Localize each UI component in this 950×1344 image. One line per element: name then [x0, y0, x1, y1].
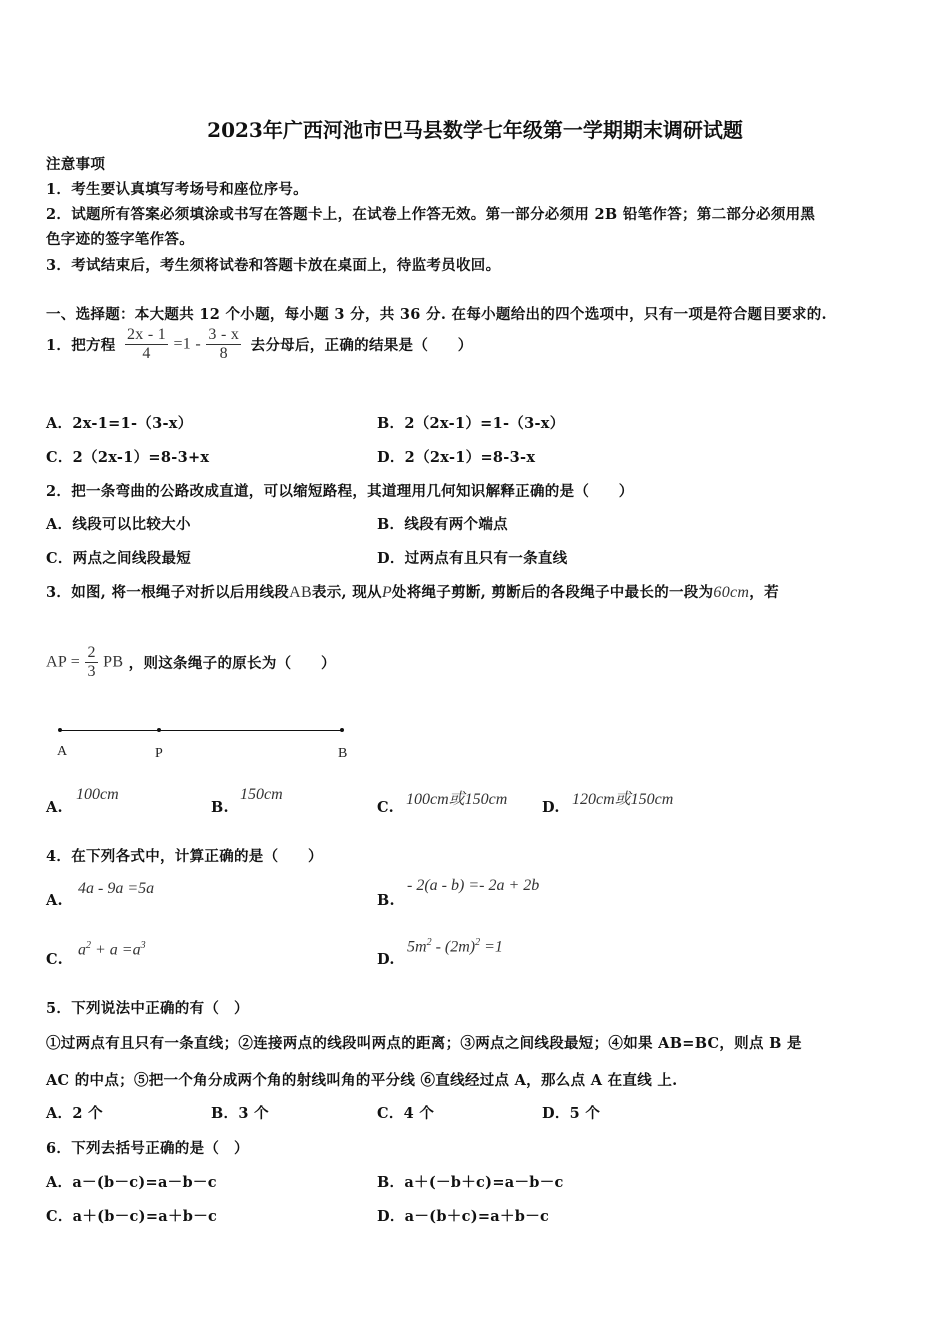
q4-d-exponent-1: 2 — [426, 937, 432, 948]
q4-option-d-letter: D. — [377, 951, 395, 968]
notice-item-2: 2．试题所有答案必须填涂或书写在答题卡上，在试卷上作答无效。第一部分必须用 2B 铅笔作答；第二部分必须用黑 — [46, 206, 816, 223]
q5-option-d: D．5 个 — [542, 1105, 601, 1122]
section-heading: 一、选择题：本大题共 12 个小题，每小题 3 分，共 36 分. 在每小题给出的四个选项中，只有一项是符合题目要求的. — [46, 306, 827, 323]
q5-statements-line-1: ①过两点有且只有一条直线；②连接两点的线段叫两点的距离；③两点之间线段最短；④如果 AB=BC，则点 B 是 — [46, 1035, 802, 1052]
q4-d-exponent-2: 2 — [475, 937, 481, 948]
q3-frac-denominator: 3 — [87, 663, 96, 680]
q1-option-d: D．2（2x-1）=8-3-x — [377, 449, 536, 466]
q1-frac2-denominator: 8 — [219, 345, 228, 362]
q3-option-b-value: 150cm — [240, 786, 283, 803]
q4-option-d-value — [407, 937, 503, 956]
q5-option-c: C．4 个 — [377, 1105, 435, 1122]
q6-option-d: D．a－(b＋c)=a＋b－c — [377, 1208, 550, 1225]
q1-frac1-denominator: 4 — [142, 345, 151, 362]
q4-d-base: 5m — [407, 938, 427, 956]
notice-item-2-cont: 色字迹的签字笔作答。 — [46, 231, 194, 248]
q3-option-a-value: 100cm — [76, 786, 119, 803]
q4-option-b-value: - 2(a - b) =- 2a + 2b — [407, 877, 540, 894]
q4-c-exponent-1: 2 — [86, 940, 91, 951]
q3-option-a-letter: A. — [46, 799, 63, 816]
page-title: 2023年广西河池市巴马县数学七年级第一学期期末调研试题 — [207, 118, 743, 142]
q3-figure-point-p — [157, 728, 161, 732]
q3-stem-a: 3．如图, 将一根绳子对折以后用线段 — [46, 584, 290, 601]
q4-c-mid: + a =a — [91, 941, 141, 959]
q4-option-c-value — [78, 940, 146, 959]
q5-option-b: B．3 个 — [211, 1105, 269, 1122]
question-6: 6．下列去括号正确的是（ ） — [46, 1140, 249, 1157]
question-3 — [46, 581, 779, 602]
q2-option-d: D．过两点有且只有一条直线 — [377, 550, 568, 567]
q4-d-end: =1 — [480, 938, 503, 956]
q3-length: 60cm — [713, 584, 750, 601]
q3-segment-ab: AB — [289, 584, 312, 601]
question-2: 2．把一条弯曲的公路改成直道，可以缩短路程，其道理用几何知识解释正确的是（ ） — [46, 483, 634, 500]
q4-d-mid: - (2m) — [431, 938, 476, 956]
q3-option-d-letter: D. — [542, 799, 560, 816]
q4-option-a-letter: A. — [46, 892, 63, 909]
q3-stem-d: ，若 — [749, 584, 779, 601]
q3-figure-label-b: B — [338, 746, 348, 761]
q3-option-d-value: 120cm或150cm — [572, 791, 674, 808]
q3-stem-c: 处将绳子剪断, 剪断后的各段绳子中最长的一段为 — [391, 584, 714, 601]
q1-option-c: C．2（2x-1）=8-3+x — [46, 449, 210, 466]
q3-figure-point-a — [58, 728, 62, 732]
question-5: 5．下列说法中正确的有（ ） — [46, 1000, 249, 1017]
q2-option-c: C．两点之间线段最短 — [46, 550, 192, 567]
q1-fraction-1 — [125, 326, 168, 363]
notice-item-3: 3．考试结束后，考生须将试卷和答题卡放在桌面上，待监考员收回。 — [46, 257, 501, 274]
notice-item-1: 1．考生要认真填写考场号和座位序号。 — [46, 181, 308, 198]
q3-figure-point-b — [340, 728, 344, 732]
q6-option-b: B．a＋(－b＋c)=a－b－c — [377, 1174, 564, 1191]
q3-stem-e: ，则这条绳子的原长为（ ） — [128, 655, 336, 672]
q1-frac2-numerator: 3 - x — [208, 326, 240, 343]
q4-option-a-value: 4a - 9a =5a — [78, 880, 155, 897]
q3-figure-label-p: P — [155, 746, 163, 761]
question-1 — [46, 326, 473, 363]
q3-figure-label-a: A — [57, 744, 68, 759]
q6-option-c: C．a＋(b－c)=a＋b－c — [46, 1208, 218, 1225]
q3-ap: AP = — [46, 653, 81, 671]
q1-option-b: B．2（2x-1）=1-（3-x） — [377, 415, 565, 432]
q2-option-b: B．线段有两个端点 — [377, 516, 508, 533]
q1-prefix: 1．把方程 — [46, 337, 116, 354]
q1-frac1-numerator: 2x - 1 — [126, 326, 167, 343]
q1-suffix: 去分母后，正确的结果是（ ） — [250, 337, 473, 354]
q3-stem-b: 表示, 现从 — [311, 584, 382, 601]
q3-pb: PB — [103, 653, 124, 671]
q5-statements-line-2: AC 的中点；⑤把一个角分成两个角的射线叫角的平分线 ⑥直线经过点 A，那么点 A 在直线 上. — [46, 1072, 678, 1089]
q3-option-c-value: 100cm或150cm — [406, 791, 508, 808]
q4-option-c-letter: C. — [46, 951, 63, 968]
q5-option-a: A．2 个 — [46, 1105, 103, 1122]
q1-option-a: A．2x-1=1-（3-x） — [46, 415, 193, 432]
q1-fraction-2 — [206, 326, 241, 363]
q3-option-c-letter: C. — [377, 799, 394, 816]
q3-frac-numerator: 2 — [87, 644, 96, 661]
q3-condition — [46, 644, 336, 681]
question-4: 4．在下列各式中，计算正确的是（ ） — [46, 848, 323, 865]
q4-c-base: a — [78, 941, 86, 959]
q4-option-b-letter: B. — [377, 892, 395, 909]
q2-option-a: A．线段可以比较大小 — [46, 516, 191, 533]
q6-option-a: A．a－(b－c)=a－b－c — [46, 1174, 217, 1191]
q1-mid: =1 - — [173, 335, 202, 353]
q3-option-b-letter: B. — [211, 799, 229, 816]
notice-heading: 注意事项 — [46, 156, 106, 173]
q3-figure-segment — [60, 730, 342, 731]
q4-c-exponent-2: 3 — [140, 940, 146, 951]
q3-fraction — [85, 644, 97, 681]
q3-point-p: P — [381, 584, 392, 601]
